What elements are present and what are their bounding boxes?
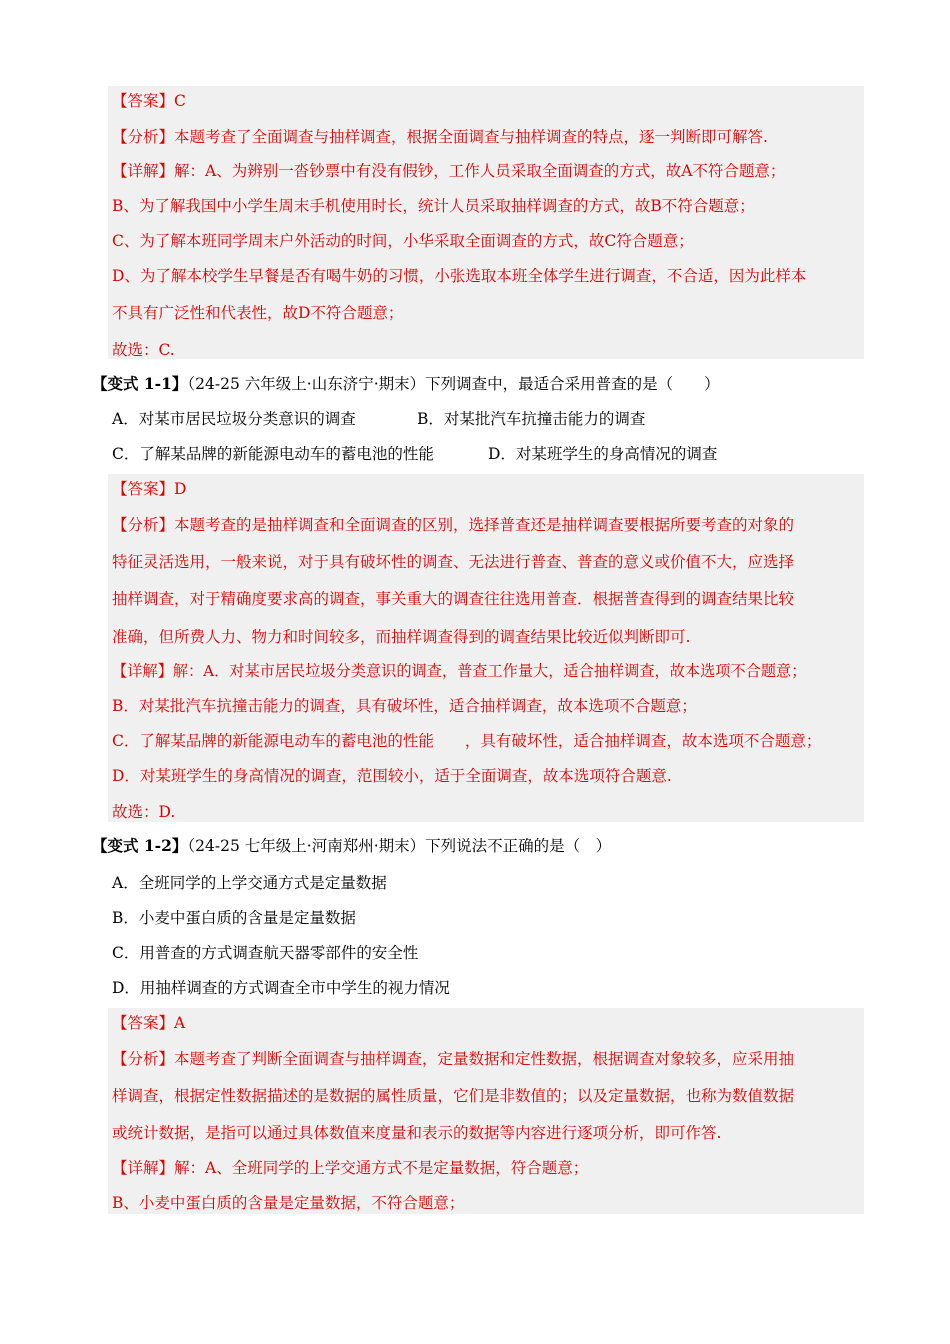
question-2-option-d: D．对某班学生的身高情况的调查: [488, 445, 718, 463]
question-2: 【变式 1-1】（24-25 六年级上·山东济宁·期末）下列调查中，最适合采用普查的是（ ）: [92, 374, 720, 393]
answer-1: 【答案】C: [112, 92, 186, 110]
detail-1-line-1: 【详解】解：A、为辨别一沓钞票中有没有假钞，工作人员采取全面调查的方式，故A不符合题意；: [112, 162, 786, 180]
question-2-option-c: C．了解某品牌的新能源电动车的蓄电池的性能: [112, 445, 434, 463]
detail-1-line-6: 故选：C.: [112, 341, 175, 359]
detail-1-line-4: D、为了解本校学生早餐是否有喝牛奶的习惯，小张选取本班全体学生进行调查，不合适，因为此样本: [112, 267, 807, 285]
analysis-2-line-2: 特征灵活选用，一般来说，对于具有破坏性的调查、无法进行普查、普查的意义或价值不大，应选择: [112, 553, 795, 571]
analysis-1: 【分析】本题考查了全面调查与抽样调查，根据全面调查与抽样调查的特点，逐一判断即可解答.: [112, 128, 768, 146]
detail-1-line-5: 不具有广泛性和代表性，故D不符合题意；: [112, 304, 404, 322]
detail-3-line-2: B、小麦中蛋白质的含量是定量数据，不符合题意；: [112, 1194, 465, 1212]
question-3: 【变式 1-2】（24-25 七年级上·河南郑州·期末）下列说法不正确的是（ ）: [92, 836, 612, 855]
detail-3-line-1: 【详解】解：A、全班同学的上学交通方式不是定量数据，符合题意；: [112, 1159, 589, 1177]
analysis-2-line-4: 准确，但所费人力、物力和时间较多，而抽样调查得到的调查结果比较近似判断即可.: [112, 628, 691, 646]
question-2-option-b: B．对某批汽车抗撞击能力的调查: [417, 410, 646, 428]
answer-3: 【答案】A: [112, 1014, 186, 1032]
analysis-3-line-3: 或统计数据，是指可以通过具体数值来度量和表示的数据等内容进行逐项分析，即可作答.: [112, 1124, 722, 1142]
detail-2-line-2: B．对某批汽车抗撞击能力的调查，具有破坏性，适合抽样调查，故本选项不合题意；: [112, 697, 697, 715]
question-3-option-d: D．用抽样调查的方式调查全市中学生的视力情况: [112, 979, 450, 997]
detail-2-line-5: 故选：D.: [112, 803, 176, 821]
detail-1-line-2: B、为了解我国中小学生周末手机使用时长，统计人员采取抽样调查的方式，故B不符合题意；: [112, 197, 755, 215]
detail-2-line-1: 【详解】解：A．对某市居民垃圾分类意识的调查，普查工作量大，适合抽样调查，故本选项不合题意；: [112, 662, 807, 680]
answer-2: 【答案】D: [112, 480, 187, 498]
answer-box-3: [108, 1008, 864, 1214]
detail-1-line-3: C、为了解本班同学周末户外活动的时间，小华采取全面调查的方式，故C符合题意；: [112, 232, 694, 250]
question-3-option-b: B．小麦中蛋白质的含量是定量数据: [112, 909, 356, 927]
analysis-3-line-2: 样调查，根据定性数据描述的是数据的属性质量，它们是非数值的；以及定量数据，也称为数值数据: [112, 1087, 795, 1105]
question-3-option-c: C．用普查的方式调查航天器零部件的安全性: [112, 944, 419, 962]
analysis-2-line-1: 【分析】本题考查的是抽样调查和全面调查的区别，选择普查还是抽样调查要根据所要考查的对象的: [112, 516, 795, 534]
question-3-option-a: A．全班同学的上学交通方式是定量数据: [112, 874, 387, 892]
detail-2-line-3: C．了解某品牌的新能源电动车的蓄电池的性能 ，具有破坏性，适合抽样调查，故本选项不合题意；: [112, 732, 822, 750]
analysis-3-line-1: 【分析】本题考查了判断全面调查与抽样调查，定量数据和定性数据，根据调查对象较多，应采用抽: [112, 1050, 795, 1068]
analysis-2-line-3: 抽样调查，对于精确度要求高的调查，事关重大的调查往往选用普查．根据普查得到的调查结果比较: [112, 590, 795, 608]
question-2-option-a: A．对某市居民垃圾分类意识的调查: [112, 410, 356, 428]
detail-2-line-4: D．对某班学生的身高情况的调查，范围较小，适于全面调查，故本选项符合题意.: [112, 767, 672, 785]
